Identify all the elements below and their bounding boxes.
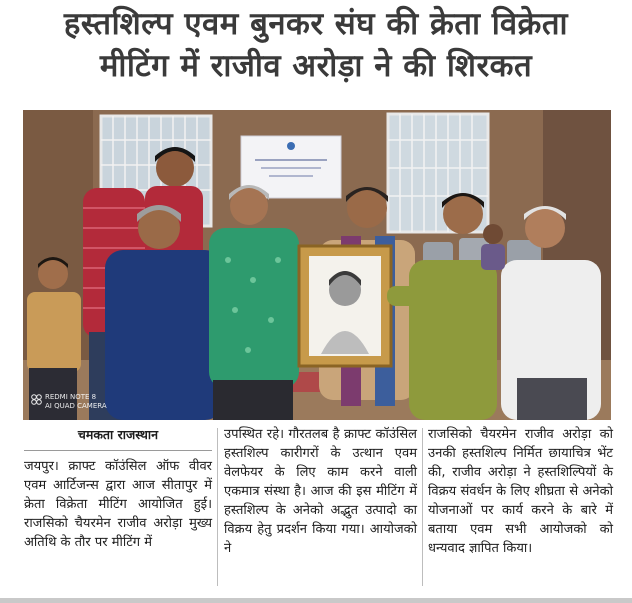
byline: चमकता राजस्थान — [77, 427, 159, 442]
column-divider — [217, 428, 218, 586]
camera-lens-icon — [31, 394, 42, 405]
watermark-line-2: AI QUAD CAMERA — [45, 402, 107, 410]
watermark-line-1: REDMI NOTE 8 — [45, 393, 97, 401]
article-text-column-1: जयपुर। क्राफ्ट कॉउंसिल ऑफ वीवर एवम आर्टिजन्स द्वारा आज सीतापुर में क्रेता विक्रेता मीटिंग आयोजित हुई। राजसिको चैयरमेन राजीव अरोड़ा मुख्य अतिथि के तौर पर मीटिंग में — [24, 459, 212, 550]
news-photo — [23, 110, 611, 420]
article-column-3: राजसिको चैयरमेन राजीव अरोड़ा को उनकी हस्तशिल्प निर्मित छायाचित्र भेंट की, राजीव अरोड़ा ने हस्तशिल्पियों के विक्रय संवर्धन के लिए शीघ्रता से अनेको योजनाओं पर कार्य करने के बारे में बताया एवम सभी आयोजको को धन्यवाद ज्ञापित किया। — [428, 427, 613, 556]
column-divider — [422, 428, 423, 586]
article-column-1 — [24, 425, 212, 552]
headline-line-2: मीटिंग में राजीव अरोड़ा ने की शिरकत — [99, 48, 533, 84]
headline-line-1: हस्तशिल्प एवम बुनकर संघ की क्रेता विक्रेता — [63, 6, 569, 42]
camera-watermark — [31, 393, 107, 411]
byline-box — [24, 425, 212, 451]
photo-illustration — [23, 110, 611, 420]
bottom-border — [0, 598, 632, 603]
article-column-2: उपस्थित रहे। गौरतलब है क्राफ्ट कॉउंसिल हस्तशिल्प कारीगरों के उत्थान एवम वेलफेयर के लिए काम करने वाली एकमात्र संस्था है। आज की इस मीटिंग में हस्तशिल्प के अनेको अद्भुत उत्पादो का विक्रय हेतु प्रदर्शन किया गया। आयोजको ने — [224, 427, 417, 556]
